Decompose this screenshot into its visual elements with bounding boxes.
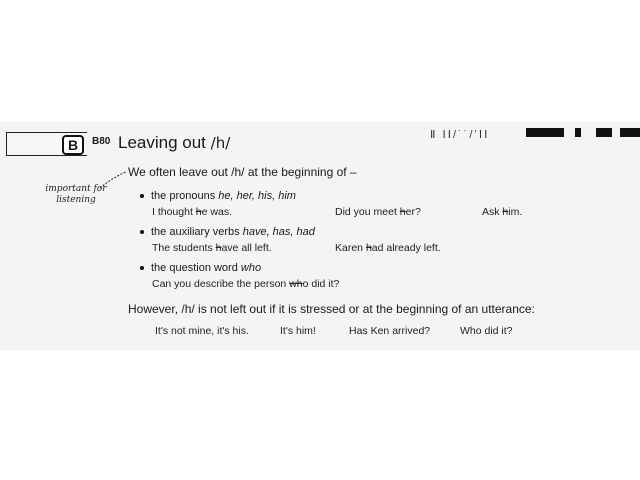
unit-title-text: Leaving out (118, 133, 206, 152)
bullet-icon (140, 194, 144, 198)
section-letter-badge: B (62, 135, 84, 155)
example: Ask him. (482, 206, 523, 218)
example: The students have all left. (152, 242, 272, 254)
unit-title-sound: /h/ (210, 134, 231, 152)
stressed-example: Has Ken arrived? (349, 325, 431, 337)
bullet-lead: the pronouns (151, 190, 219, 202)
example: I thought he was. (152, 206, 232, 218)
stressed-example: Who did it? (460, 325, 513, 337)
unit-code: B80 (92, 136, 111, 147)
stressed-example: It's him! (280, 325, 316, 337)
bullet-words: who (240, 262, 262, 274)
margin-note: important for listening (45, 184, 107, 205)
bullet-lead: the auxiliary verbs (151, 226, 243, 238)
bullet-words: have, has, had (242, 226, 315, 238)
bullet-pronouns (140, 190, 296, 202)
however-rule: However, /h/ is not left out if it is stressed or at the beginning of an utterance: (128, 302, 535, 316)
intro-text: We often leave out /h/ at the beginning of – (128, 165, 357, 179)
stressed-example: It's not mine, it's his. (155, 325, 249, 337)
bullet-auxiliaries (140, 226, 315, 238)
header-marks: Ⅱ ⅠⅠ/˙˙/ʼⅠⅠ (430, 129, 490, 141)
bullet-icon (140, 266, 144, 270)
unit-title (118, 133, 230, 153)
redaction-bar (596, 128, 612, 137)
example: Can you describe the person who did it? (152, 278, 340, 290)
redaction-bar (620, 128, 640, 137)
redaction-bar (526, 128, 564, 137)
redaction-bar (575, 128, 581, 137)
bullet-lead: the question word (151, 262, 241, 274)
bullet-question-word (140, 262, 261, 274)
bullet-icon (140, 230, 144, 234)
bullet-words: he, her, his, him (218, 190, 296, 202)
example: Did you meet her? (335, 206, 421, 218)
example: Karen had already left. (335, 242, 441, 254)
